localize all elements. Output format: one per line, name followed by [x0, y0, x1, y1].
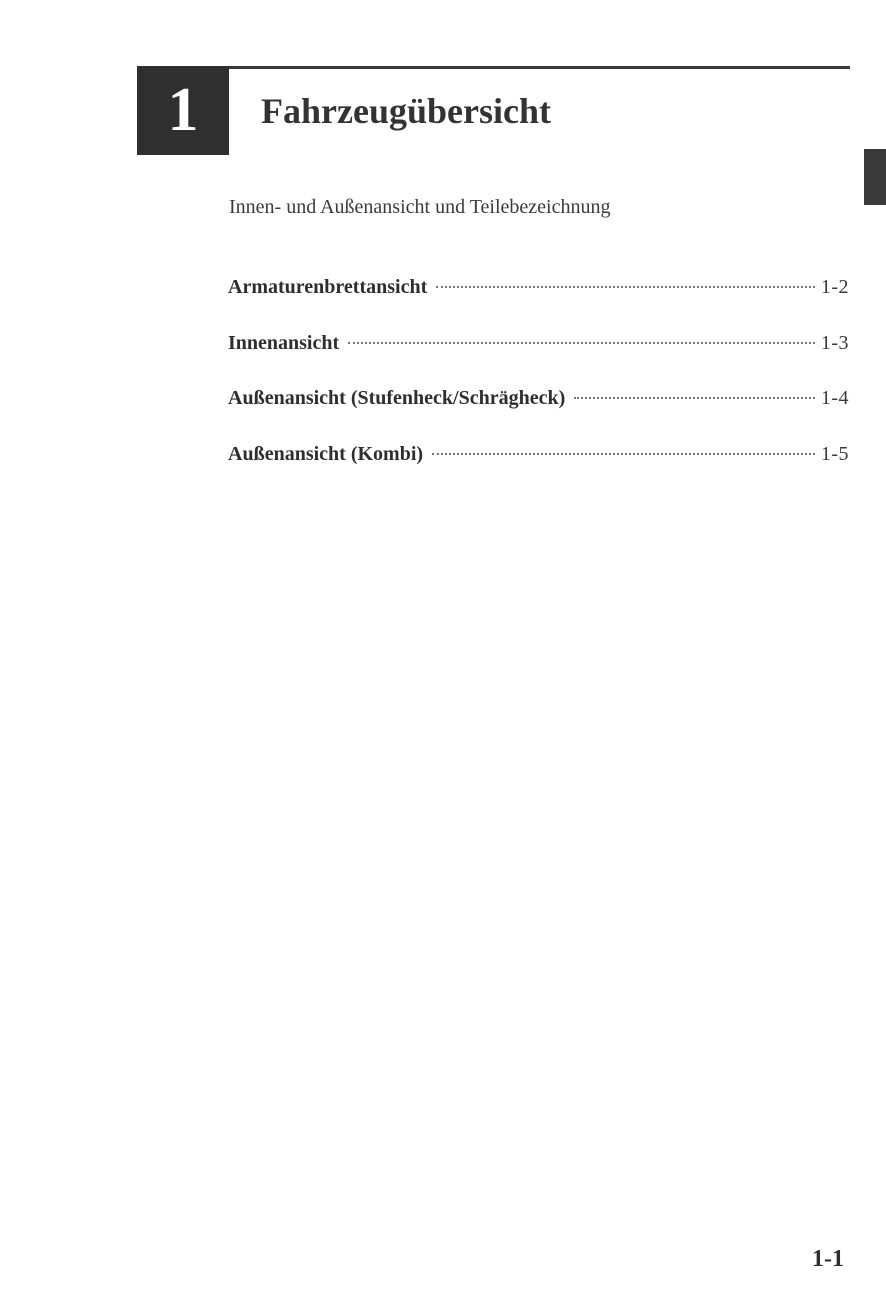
toc-entry-label: Innenansicht: [228, 331, 340, 354]
toc-dot-leader: [348, 342, 815, 344]
chapter-header-rule: [137, 66, 850, 69]
chapter-thumb-tab: [864, 149, 886, 205]
toc-entry-page: 1-4: [820, 387, 849, 409]
toc-entry-page: 1-5: [820, 442, 849, 465]
toc-entry-label: Armaturenbrettansicht: [228, 276, 428, 298]
toc-entry[interactable]: [228, 273, 849, 329]
chapter-number: 1: [167, 75, 199, 144]
toc-entry[interactable]: [228, 384, 849, 440]
chapter-subtitle: Innen- und Außenansicht und Teilebezeichnung: [229, 196, 611, 218]
toc-dot-leader: [432, 453, 815, 455]
table-of-contents: [228, 273, 849, 495]
chapter-number-box: [137, 66, 229, 155]
toc-entry-label: Außenansicht (Kombi): [228, 442, 424, 465]
page-number: 1-1: [812, 1246, 844, 1272]
toc-dot-leader: [574, 397, 815, 399]
toc-entry-page: 1-2: [820, 276, 849, 298]
toc-entry-page: 1-3: [820, 331, 849, 354]
chapter-title: Fahrzeugübersicht: [261, 91, 551, 131]
toc-dot-leader: [436, 286, 815, 288]
toc-entry-label: Außenansicht (Stufenheck/Schrägheck): [228, 387, 566, 409]
toc-entry[interactable]: [228, 440, 849, 496]
toc-entry[interactable]: [228, 329, 849, 385]
